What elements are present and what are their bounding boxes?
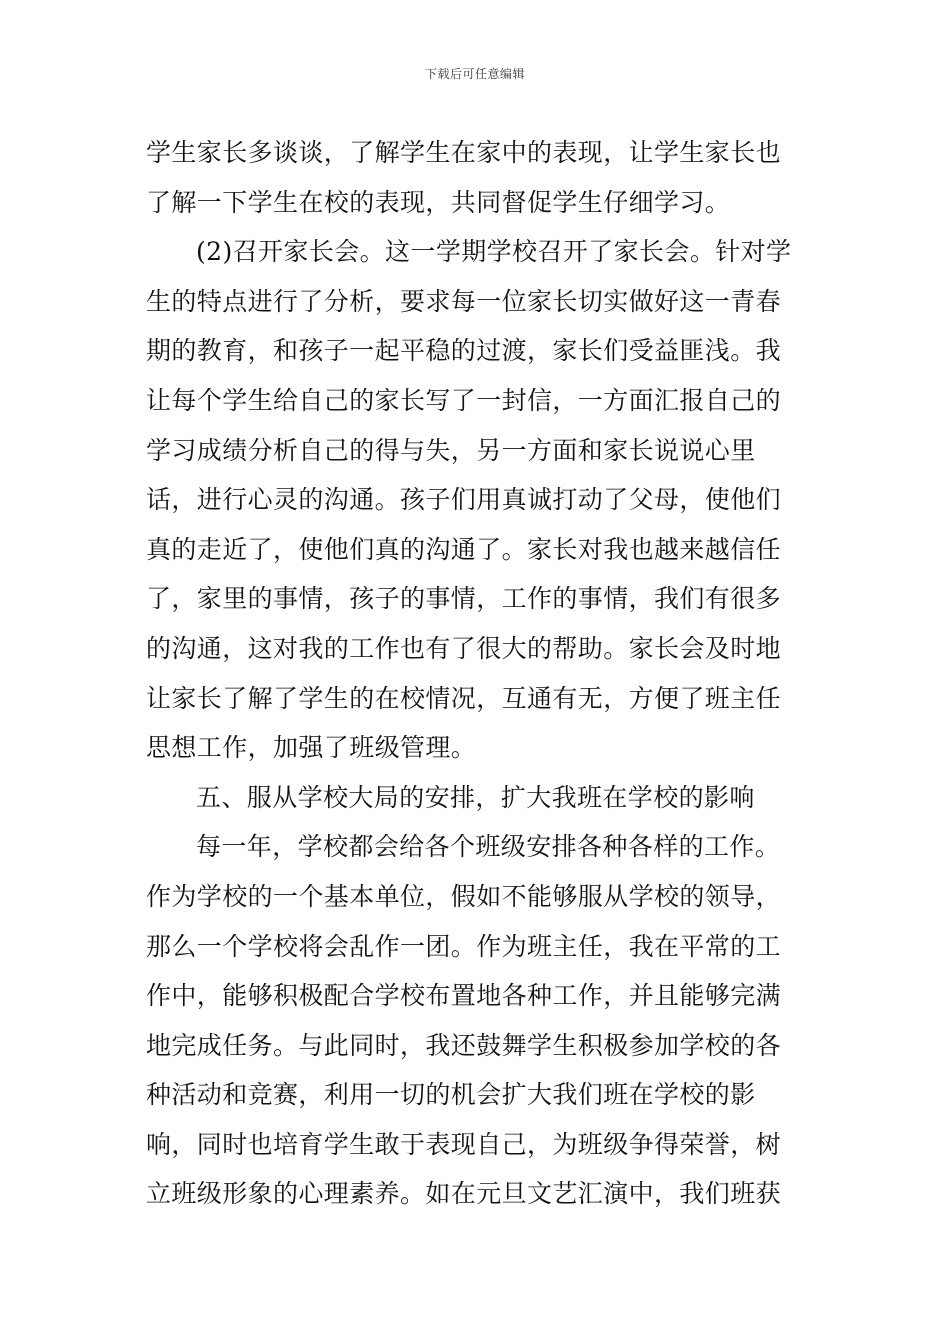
text-line: 响，同时也培育学生敢于表现自己，为班级争得荣誉，树: [146, 1129, 782, 1159]
page-header: 下载后可任意编辑: [424, 67, 525, 81]
text-line: 话，进行心灵的沟通。孩子们用真诚打动了父母，使他们: [146, 485, 782, 515]
text-line: (2)召开家长会。这一学期学校召开了家长会。针对学: [196, 237, 792, 267]
text-line: 学习成绩分析自己的得与失，另一方面和家长说说心里: [146, 435, 756, 465]
text-line: 地完成任务。与此同时，我还鼓舞学生积极参加学校的各: [146, 1030, 782, 1060]
text-line: 每一年，学校都会给各个班级安排各种各样的工作。: [196, 832, 781, 862]
text-line: 真的走近了，使他们真的沟通了。家长对我也越来越信任: [146, 534, 782, 564]
text-line: 学生家长多谈谈，了解学生在家中的表现，让学生家长也: [146, 138, 782, 167]
text-line: 作中，能够积极配合学校布置地各种工作，并且能够完满: [146, 981, 782, 1011]
text-line: 了，家里的事情，孩子的事情，工作的事情，我们有很多: [146, 584, 782, 614]
text-line: 了解一下学生在校的表现，共同督促学生仔细学习。: [146, 187, 731, 217]
text-line: 作为学校的一个基本单位，假如不能够服从学校的领导，: [146, 881, 782, 911]
text-line: 立班级形象的心理素养。如在元旦文艺汇演中，我们班获: [146, 1179, 782, 1209]
text-line: 让每个学生给自己的家长写了一封信，一方面汇报自己的: [146, 385, 782, 415]
text-line: 的沟通，这对我的工作也有了很大的帮助。家长会及时地: [146, 633, 782, 663]
text-line: 让家长了解了学生的在校情况，互通有无，方便了班主任: [146, 683, 782, 713]
text-line: 生的特点进行了分析，要求每一位家长切实做好这一青春: [146, 286, 782, 316]
document-body: [146, 128, 806, 1219]
text-line: 那么一个学校将会乱作一团。作为班主任，我在平常的工: [146, 931, 782, 961]
section-heading: 五、服从学校大局的安排，扩大我班在学校的影响: [196, 782, 755, 812]
text-line: 期的教育，和孩子一起平稳的过渡，家长们受益匪浅。我: [146, 336, 782, 366]
text-line: 思想工作，加强了班级管理。: [146, 733, 477, 763]
text-line: 种活动和竞赛，利用一切的机会扩大我们班在学校的影: [146, 1080, 756, 1110]
